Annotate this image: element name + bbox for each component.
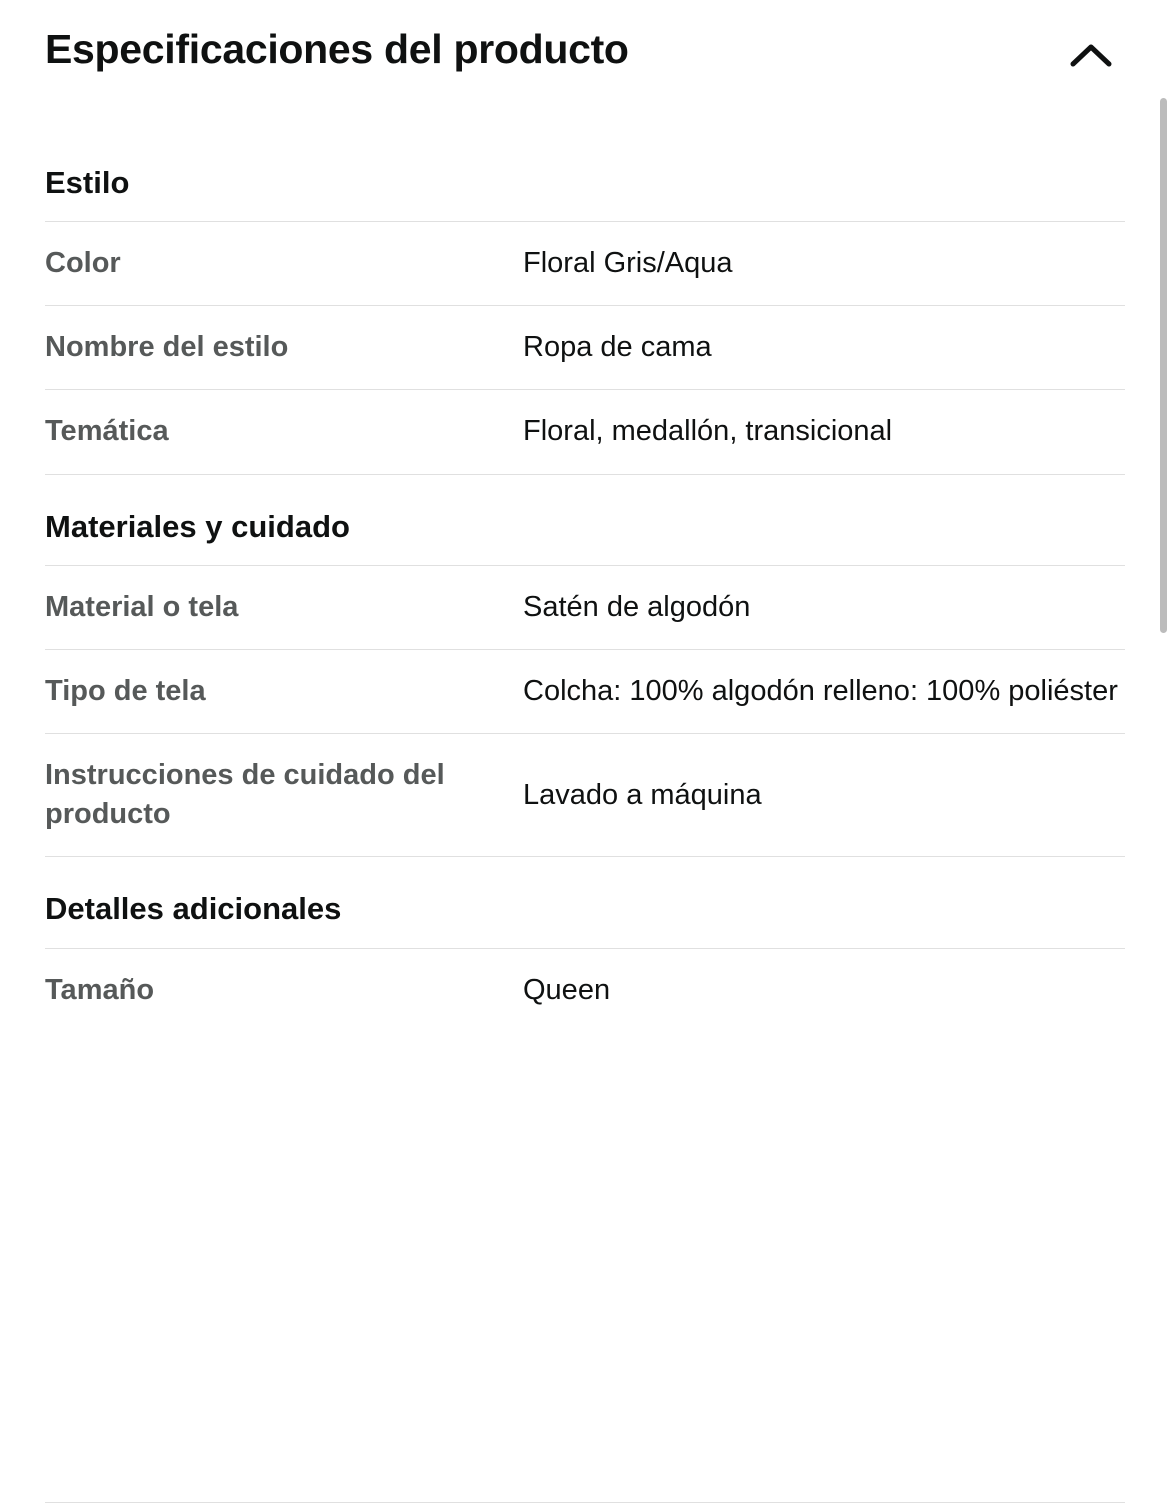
- page-title: Especificaciones del producto: [45, 26, 629, 72]
- spec-label: Instrucciones de cuidado del producto: [45, 759, 445, 831]
- panel-header: [45, 0, 1125, 82]
- spec-value: Floral, medallón, transicional: [523, 415, 893, 448]
- scrollbar[interactable]: [1160, 0, 1170, 1503]
- spec-value: Colcha: 100% algodón relleno: 100% poliéster: [523, 674, 1118, 707]
- table-row: [45, 565, 1125, 649]
- scrollbar-thumb[interactable]: [1160, 98, 1167, 633]
- collapse-section-button[interactable]: [1063, 30, 1119, 82]
- spec-label: Nombre del estilo: [45, 331, 289, 364]
- spec-label: Tipo de tela: [45, 674, 206, 707]
- spec-label: Material o tela: [45, 590, 239, 623]
- table-row: [45, 306, 1125, 390]
- spec-value: Satén de algodón: [523, 590, 751, 623]
- table-row: [45, 649, 1125, 733]
- spec-table-estilo: [45, 221, 1125, 474]
- section-heading-estilo: Estilo: [45, 165, 130, 200]
- spec-value: Queen: [523, 973, 611, 1006]
- spec-value: Ropa de cama: [523, 331, 712, 364]
- spec-value: Floral Gris/Aqua: [523, 247, 733, 280]
- spec-table-materiales: [45, 565, 1125, 858]
- table-row: [45, 948, 1125, 1032]
- spec-table-detalles: [45, 948, 1125, 1032]
- section-heading-materiales-y-cuidado: Materiales y cuidado: [45, 508, 350, 544]
- table-row: [45, 734, 1125, 857]
- table-row: [45, 222, 1125, 306]
- spec-label: Tamaño: [45, 973, 155, 1006]
- spec-label: Color: [45, 247, 121, 280]
- section-heading-detalles-adicionales: Detalles adicionales: [45, 891, 342, 927]
- spec-label: Temática: [45, 415, 169, 448]
- chevron-up-icon: [1069, 41, 1113, 71]
- table-row: [45, 390, 1125, 474]
- spec-value: Lavado a máquina: [523, 778, 762, 811]
